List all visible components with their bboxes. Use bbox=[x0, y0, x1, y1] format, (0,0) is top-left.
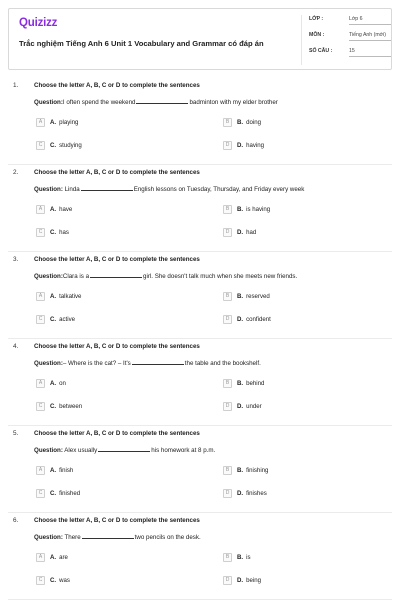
question-text bbox=[34, 98, 278, 106]
option-checkbox[interactable]: C bbox=[36, 576, 45, 585]
question-instruction: Choose the letter A, B, C or D to complete the sentences bbox=[34, 169, 200, 176]
question-number: 2. bbox=[13, 169, 19, 176]
option-letter: B. bbox=[237, 466, 244, 474]
question-instruction: Choose the letter A, B, C or D to complete the sentences bbox=[34, 256, 200, 263]
answer-option-c[interactable] bbox=[36, 313, 75, 325]
option-text: talkative bbox=[59, 292, 82, 300]
meta-row-class bbox=[309, 16, 391, 29]
question-text-before: Alex usually bbox=[62, 447, 98, 454]
answer-blank bbox=[82, 533, 134, 539]
header-divider bbox=[301, 15, 302, 65]
answer-blank bbox=[90, 272, 142, 278]
option-checkbox[interactable]: D bbox=[223, 576, 232, 585]
question-text-after: his homework at 8 p.m. bbox=[151, 447, 216, 454]
option-checkbox[interactable]: A bbox=[36, 292, 45, 301]
option-checkbox[interactable]: B bbox=[223, 292, 232, 301]
answer-option-b[interactable] bbox=[223, 203, 270, 215]
option-letter: A. bbox=[50, 205, 57, 213]
question-item bbox=[8, 252, 392, 339]
question-instruction: Choose the letter A, B, C or D to complete the sentences bbox=[34, 343, 200, 350]
option-text: has bbox=[59, 228, 69, 236]
option-checkbox[interactable]: B bbox=[223, 118, 232, 127]
option-text: finishing bbox=[246, 466, 269, 474]
answer-blank bbox=[98, 446, 150, 452]
answer-option-d[interactable] bbox=[223, 487, 267, 499]
option-letter: D. bbox=[237, 576, 244, 584]
answer-option-d[interactable] bbox=[223, 139, 264, 151]
question-item bbox=[8, 339, 392, 426]
option-letter: A. bbox=[50, 292, 57, 300]
option-checkbox[interactable]: B bbox=[223, 466, 232, 475]
option-letter: A. bbox=[50, 379, 57, 387]
question-text-after: girl. She doesn't talk much when she meets new friends. bbox=[143, 273, 298, 280]
option-letter: D. bbox=[237, 315, 244, 323]
option-text: under bbox=[246, 402, 262, 410]
option-text: studying bbox=[59, 141, 82, 149]
option-text: had bbox=[246, 228, 257, 236]
option-text: active bbox=[59, 315, 76, 323]
answer-option-a[interactable] bbox=[36, 464, 73, 476]
option-text: on bbox=[59, 379, 66, 387]
question-number: 4. bbox=[13, 343, 19, 350]
question-number: 1. bbox=[13, 82, 19, 89]
answer-option-a[interactable] bbox=[36, 377, 66, 389]
question-text-after: two pencils on the desk. bbox=[134, 534, 201, 541]
option-letter: A. bbox=[50, 466, 57, 474]
option-checkbox[interactable]: D bbox=[223, 141, 232, 150]
option-text: between bbox=[59, 402, 83, 410]
option-letter: A. bbox=[50, 118, 57, 126]
option-letter: C. bbox=[50, 576, 57, 584]
option-checkbox[interactable]: B bbox=[223, 205, 232, 214]
question-item bbox=[8, 513, 392, 600]
meta-label: MÔN : bbox=[309, 32, 325, 38]
option-checkbox[interactable]: D bbox=[223, 489, 232, 498]
answer-option-c[interactable] bbox=[36, 226, 69, 238]
answer-option-a[interactable] bbox=[36, 203, 72, 215]
answer-option-b[interactable] bbox=[223, 377, 264, 389]
question-text-after: the table and the bookshelf. bbox=[184, 360, 261, 367]
question-text bbox=[34, 272, 297, 280]
worksheet-header bbox=[8, 8, 392, 70]
answer-option-a[interactable] bbox=[36, 290, 81, 302]
question-list bbox=[8, 78, 392, 600]
meta-label: LỚP : bbox=[309, 16, 324, 22]
question-label: Question: bbox=[34, 273, 63, 280]
option-checkbox[interactable]: D bbox=[223, 315, 232, 324]
option-text: having bbox=[246, 141, 265, 149]
question-instruction: Choose the letter A, B, C or D to complete the sentences bbox=[34, 82, 200, 89]
answer-option-c[interactable] bbox=[36, 574, 70, 586]
meta-value: 15 bbox=[349, 48, 391, 57]
option-text: was bbox=[59, 576, 70, 584]
answer-blank bbox=[136, 98, 188, 104]
answer-option-b[interactable] bbox=[223, 551, 251, 563]
answer-option-d[interactable] bbox=[223, 313, 271, 325]
meta-label: SỐ CÂU : bbox=[309, 48, 333, 54]
question-number: 5. bbox=[13, 430, 19, 437]
option-letter: D. bbox=[237, 402, 244, 410]
option-checkbox[interactable]: C bbox=[36, 228, 45, 237]
question-label: Question: bbox=[34, 534, 63, 541]
option-letter: C. bbox=[50, 315, 57, 323]
answer-option-d[interactable] bbox=[223, 400, 262, 412]
option-letter: B. bbox=[237, 292, 244, 300]
option-letter: D. bbox=[237, 489, 244, 497]
question-label: Question: bbox=[34, 186, 63, 193]
option-checkbox[interactable]: C bbox=[36, 489, 45, 498]
option-letter: C. bbox=[50, 228, 57, 236]
question-text-before: Linda bbox=[62, 186, 80, 193]
meta-value: Lớp 6 bbox=[349, 16, 391, 25]
option-text: playing bbox=[59, 118, 79, 126]
option-text: reserved bbox=[246, 292, 270, 300]
option-text: finished bbox=[59, 489, 81, 497]
answer-blank bbox=[81, 185, 133, 191]
option-text: being bbox=[246, 576, 262, 584]
question-item bbox=[8, 165, 392, 252]
question-text bbox=[34, 533, 201, 541]
question-text bbox=[34, 446, 215, 454]
option-letter: B. bbox=[237, 118, 244, 126]
question-text-before: Clara is a bbox=[62, 273, 90, 280]
question-instruction: Choose the letter A, B, C or D to complete the sentences bbox=[34, 517, 200, 524]
question-label: Question: bbox=[34, 447, 63, 454]
option-checkbox[interactable]: C bbox=[36, 141, 45, 150]
option-checkbox[interactable]: D bbox=[223, 228, 232, 237]
option-text: doing bbox=[246, 118, 262, 126]
question-text-before: – Where is the cat? – It's bbox=[62, 360, 131, 367]
option-text: are bbox=[59, 553, 68, 561]
option-checkbox[interactable]: B bbox=[223, 553, 232, 562]
quiz-title: Trắc nghiệm Tiếng Anh 6 Unit 1 Vocabulary and Grammar có đáp án bbox=[19, 39, 264, 48]
answer-option-a[interactable] bbox=[36, 551, 68, 563]
answer-option-c[interactable] bbox=[36, 139, 82, 151]
option-text: finishes bbox=[246, 489, 267, 497]
meta-value: Tiếng Anh (mới) bbox=[349, 32, 391, 41]
question-text bbox=[34, 185, 304, 193]
option-checkbox[interactable]: A bbox=[36, 553, 45, 562]
question-number: 6. bbox=[13, 517, 19, 524]
option-letter: A. bbox=[50, 553, 57, 561]
option-letter: C. bbox=[50, 402, 57, 410]
option-checkbox[interactable]: B bbox=[223, 379, 232, 388]
answer-option-d[interactable] bbox=[223, 226, 256, 238]
option-checkbox[interactable]: A bbox=[36, 379, 45, 388]
quizizz-logo: Quizizz bbox=[19, 17, 58, 29]
option-text: confident bbox=[246, 315, 271, 323]
answer-option-c[interactable] bbox=[36, 487, 80, 499]
option-letter: B. bbox=[237, 205, 244, 213]
answer-option-b[interactable] bbox=[223, 116, 261, 128]
question-text-before: There bbox=[62, 534, 81, 541]
option-text: behind bbox=[246, 379, 265, 387]
option-checkbox[interactable]: A bbox=[36, 205, 45, 214]
option-text: have bbox=[59, 205, 73, 213]
question-label: Question: bbox=[34, 360, 63, 367]
question-number: 3. bbox=[13, 256, 19, 263]
meta-row-question-count bbox=[309, 48, 391, 61]
answer-option-b[interactable] bbox=[223, 290, 270, 302]
question-text-after: badminton with my elder brother bbox=[189, 99, 278, 106]
option-checkbox[interactable]: C bbox=[36, 402, 45, 411]
question-item bbox=[8, 78, 392, 165]
option-text: is bbox=[246, 553, 251, 561]
question-label: Question: bbox=[34, 99, 63, 106]
option-letter: B. bbox=[237, 379, 244, 387]
option-letter: B. bbox=[237, 553, 244, 561]
meta-row-subject bbox=[309, 32, 391, 45]
option-letter: D. bbox=[237, 228, 244, 236]
question-text-before: I often spend the weekend bbox=[62, 99, 136, 106]
answer-blank bbox=[132, 359, 184, 365]
option-checkbox[interactable]: D bbox=[223, 402, 232, 411]
question-text bbox=[34, 359, 261, 367]
question-item bbox=[8, 426, 392, 513]
question-instruction: Choose the letter A, B, C or D to complete the sentences bbox=[34, 430, 200, 437]
option-letter: C. bbox=[50, 141, 57, 149]
option-letter: C. bbox=[50, 489, 57, 497]
answer-option-b[interactable] bbox=[223, 464, 268, 476]
option-text: finish bbox=[59, 466, 74, 474]
question-text-after: English lessons on Tuesday, Thursday, and Friday every week bbox=[133, 186, 305, 193]
answer-option-d[interactable] bbox=[223, 574, 261, 586]
answer-option-c[interactable] bbox=[36, 400, 82, 412]
option-letter: D. bbox=[237, 141, 244, 149]
answer-option-a[interactable] bbox=[36, 116, 78, 128]
option-checkbox[interactable]: A bbox=[36, 118, 45, 127]
option-text: is having bbox=[246, 205, 271, 213]
option-checkbox[interactable]: C bbox=[36, 315, 45, 324]
option-checkbox[interactable]: A bbox=[36, 466, 45, 475]
quiz-meta bbox=[309, 16, 391, 64]
